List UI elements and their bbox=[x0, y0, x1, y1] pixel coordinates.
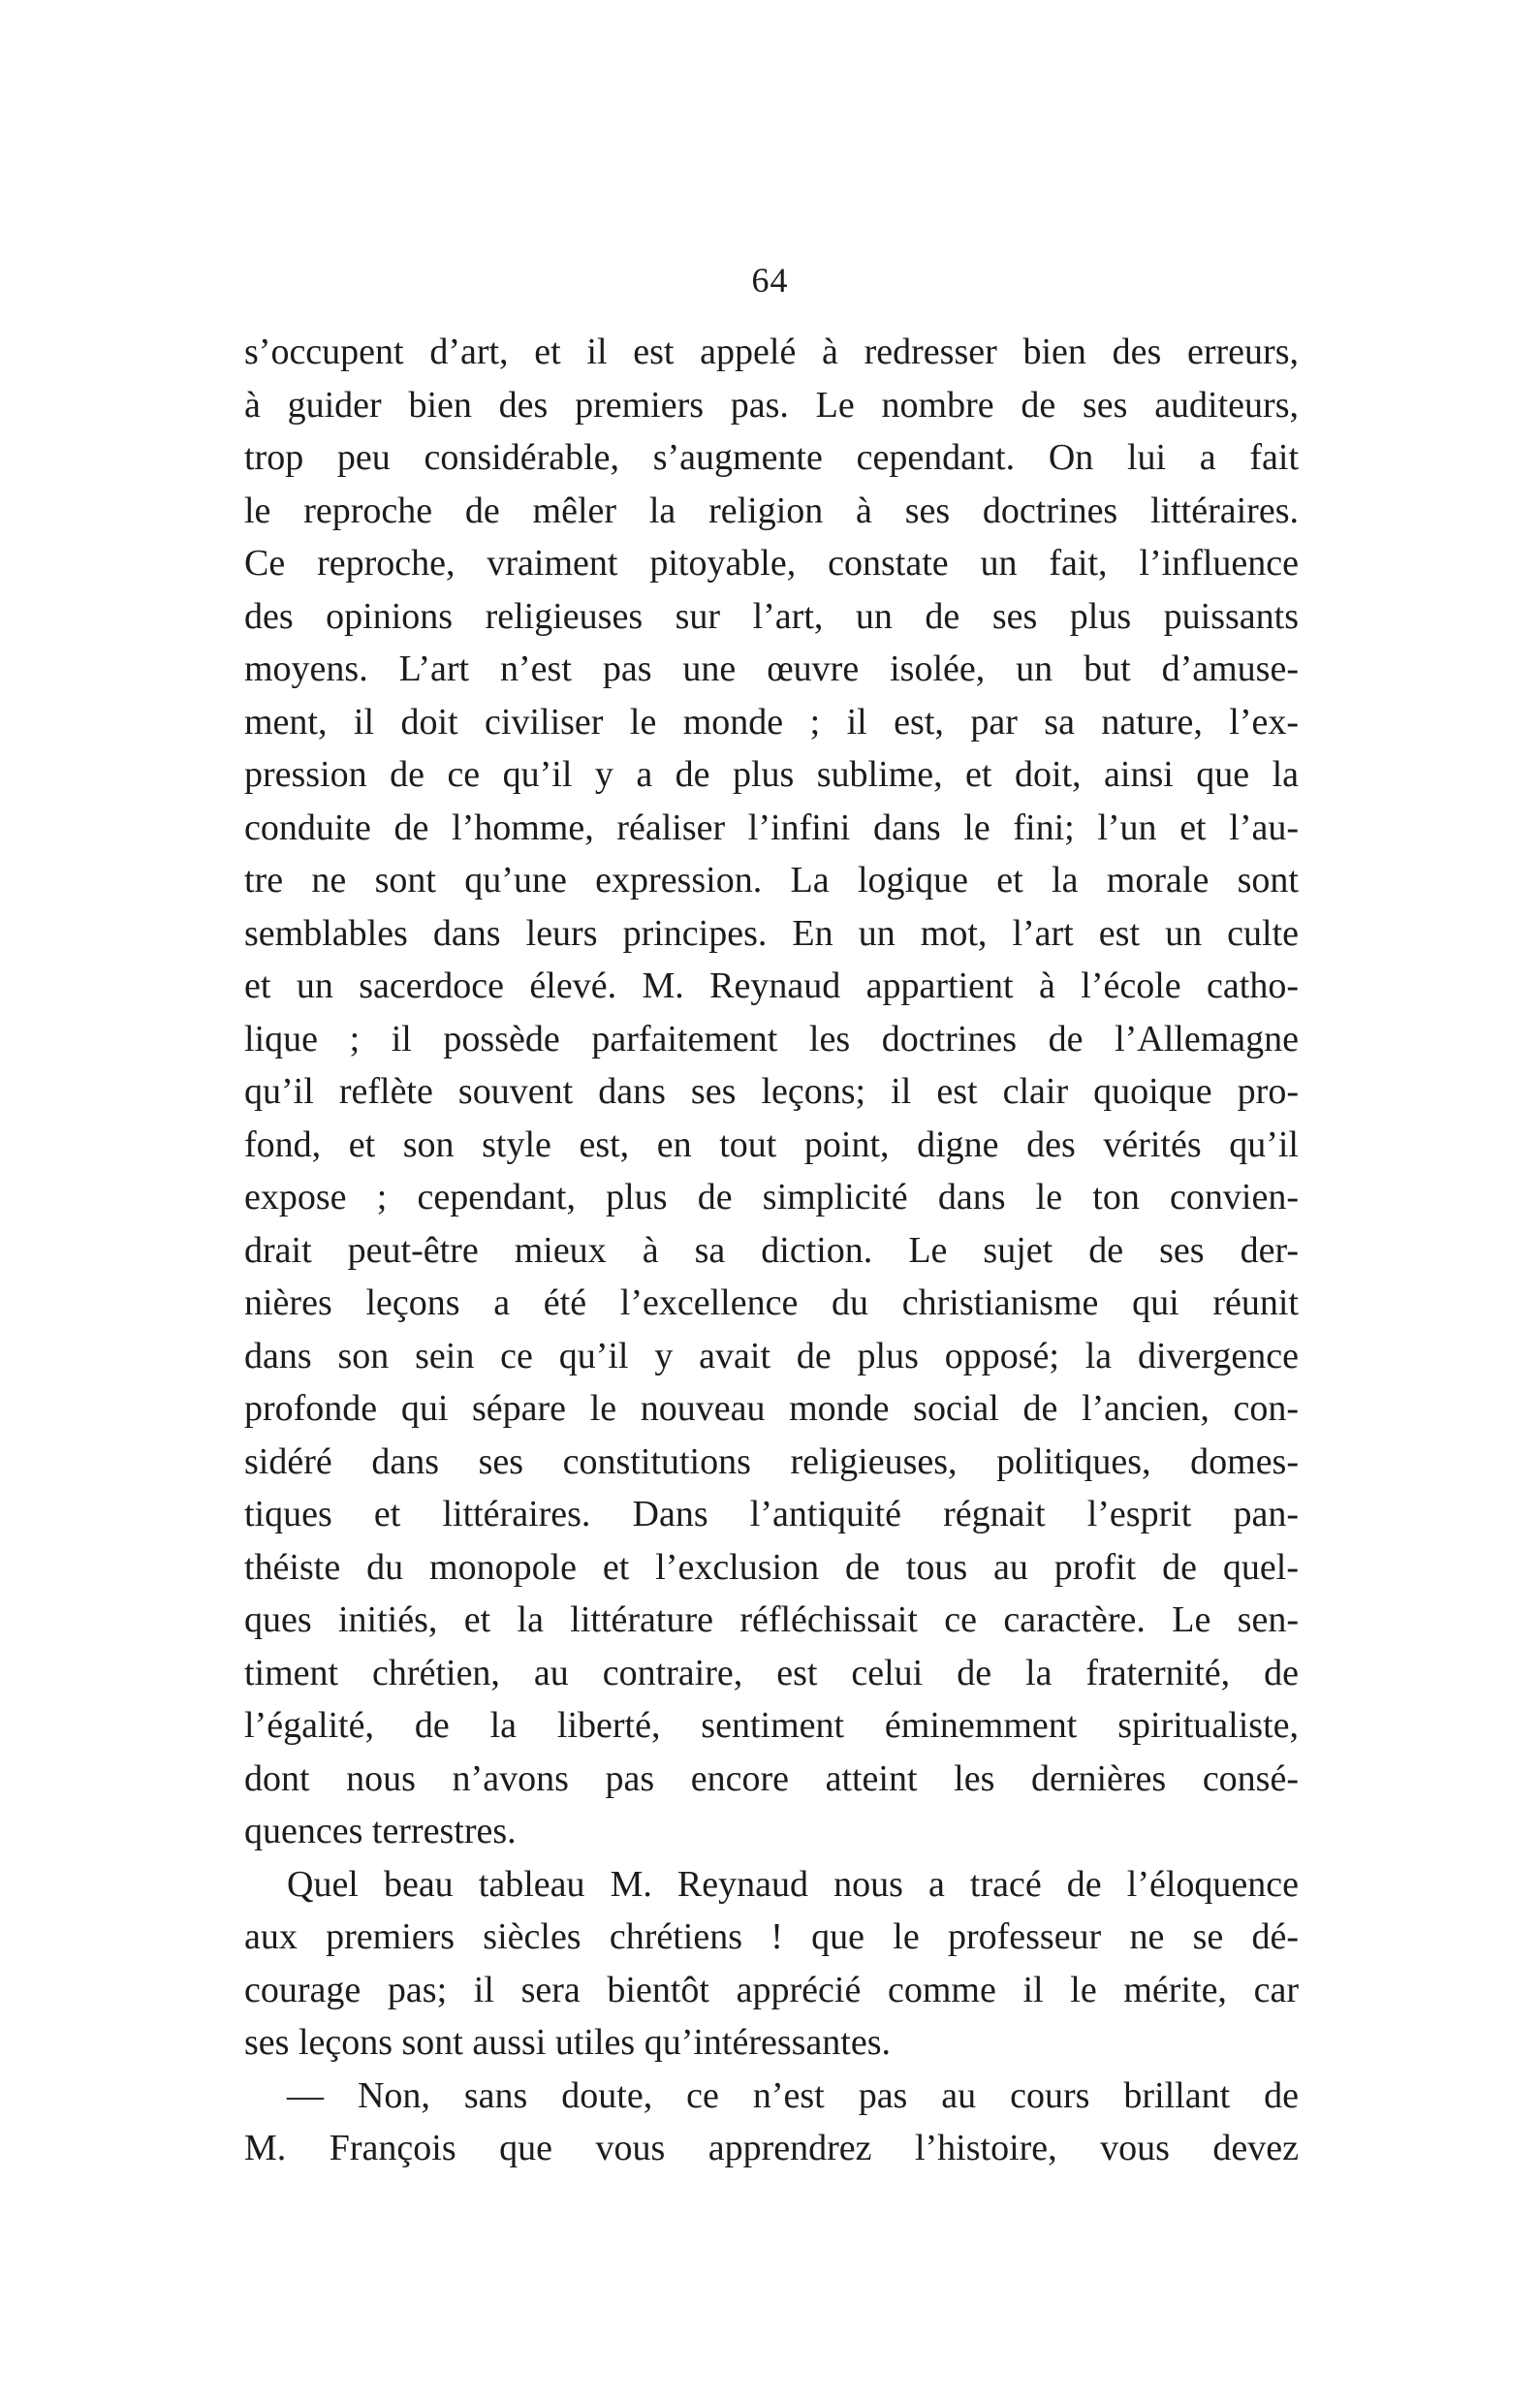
text-line: courage pas; il sera bientôt apprécié comme il le mérite, car bbox=[244, 1969, 1299, 2010]
text-line: et un sacerdoce élevé. M. Reynaud appartient à l’école catho- bbox=[244, 965, 1299, 1006]
text-line: ques initiés, et la littérature réfléchissait ce caractère. Le sen- bbox=[244, 1599, 1299, 1640]
text-line: dans son sein ce qu’il y avait de plus opposé; la divergence bbox=[244, 1335, 1299, 1376]
text-line: drait peut-être mieux à sa diction. Le sujet de ses der- bbox=[244, 1229, 1299, 1271]
text-line: ment, il doit civiliser le monde ; il est, par sa nature, l’ex- bbox=[244, 701, 1299, 743]
page-number: 64 bbox=[751, 261, 789, 300]
text-line: Ce reproche, vraiment pitoyable, constate un fait, l’influence bbox=[244, 543, 1299, 584]
text-line: tiques et littéraires. Dans l’antiquité régnait l’esprit pan- bbox=[244, 1494, 1299, 1534]
text-line: s’occupent d’art, et il est appelé à redresser bien des erreurs, bbox=[244, 332, 1299, 372]
text-line: aux premiers siècles chrétiens ! que le professeur ne se dé- bbox=[244, 1916, 1299, 1957]
text-line: nières leçons a été l’excellence du christianisme qui réunit bbox=[244, 1282, 1299, 1323]
text-line: moyens. L’art n’est pas une œuvre isolée, un but d’amuse- bbox=[244, 648, 1299, 689]
text-line: quences terrestres. bbox=[244, 1811, 517, 1851]
text-line: lique ; il possède parfaitement les doctrines de l’Allemagne bbox=[244, 1018, 1299, 1059]
text-line: sidéré dans ses constitutions religieuses, politiques, domes- bbox=[244, 1440, 1299, 1482]
text-line: pression de ce qu’il y a de plus sublime, et doit, ainsi que la bbox=[244, 754, 1299, 795]
text-line: qu’il reflète souvent dans ses leçons; il est clair quoique pro- bbox=[244, 1071, 1299, 1112]
text-line: conduite de l’homme, réaliser l’infini dans le fini; l’un et l’au- bbox=[244, 806, 1299, 848]
text-line: des opinions religieuses sur l’art, un de ses plus puissants bbox=[244, 595, 1299, 637]
text-line: à guider bien des premiers pas. Le nombre de ses auditeurs, bbox=[244, 384, 1299, 426]
text-line: timent chrétien, au contraire, est celui de la fraternité, de bbox=[244, 1652, 1299, 1693]
text-line: tre ne sont qu’une expression. La logique et la morale sont bbox=[244, 860, 1299, 901]
text-line: expose ; cependant, plus de simplicité dans le ton convien- bbox=[244, 1177, 1299, 1217]
body-text bbox=[244, 326, 1299, 2175]
text-line: semblables dans leurs principes. En un mot, l’art est un culte bbox=[244, 912, 1299, 954]
text-line: le reproche de mêler la religion à ses doctrines littéraires. bbox=[244, 490, 1299, 531]
text-line: l’égalité, de la liberté, sentiment éminemment spiritualiste, bbox=[244, 1705, 1299, 1746]
text-line: dont nous n’avons pas encore atteint les dernières consé- bbox=[244, 1757, 1299, 1799]
text-line: théiste du monopole et l’exclusion de tous au profit de quel- bbox=[244, 1546, 1299, 1588]
text-line: — Non, sans doute, ce n’est pas au cours brillant de bbox=[287, 2074, 1299, 2116]
text-line: M. François que vous apprendrez l’histoire, vous devez bbox=[244, 2128, 1299, 2168]
text-line: ses leçons sont aussi utiles qu’intéressantes. bbox=[244, 2022, 892, 2063]
text-line: trop peu considérable, s’augmente cependant. On lui a fait bbox=[244, 437, 1299, 478]
text-line: Quel beau tableau M. Reynaud nous a tracé de l’éloquence bbox=[287, 1863, 1299, 1905]
text-line: fond, et son style est, en tout point, digne des vérités qu’il bbox=[244, 1123, 1299, 1165]
text-line: profonde qui sépare le nouveau monde social de l’ancien, con- bbox=[244, 1388, 1299, 1429]
